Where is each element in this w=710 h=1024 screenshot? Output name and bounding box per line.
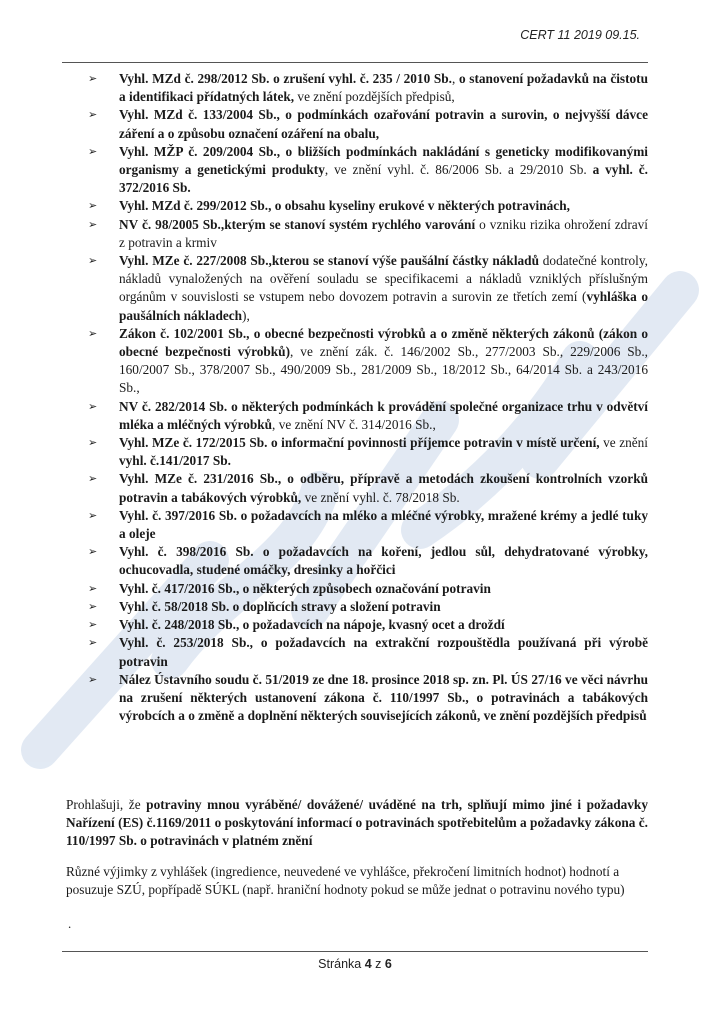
regulation-detail: ve znění vyhl. č. 78/2018 Sb. [301,489,460,505]
regulation-item [88,543,648,579]
page-total: 6 [384,957,392,971]
regulation-title: Vyhl. MZe č. 231/2016 Sb., o odběru, přípravě a metodách zkoušení kontrolních vzorků potravin a tabákových výrobků, [119,471,648,505]
regulation-item [88,197,648,215]
arrow-bullet-icon: ➢ [88,672,98,686]
footer-divider [62,951,648,952]
arrow-bullet-icon: ➢ [88,254,98,268]
regulation-title: Vyhl. MZd č. 299/2012 Sb., o obsahu kyseliny erukové v některých potravinách, [119,198,570,214]
regulation-detail: ve znění [599,435,648,451]
regulation-title-cont: vyhláška o paušálních nákladech [119,289,648,323]
arrow-bullet-icon: ➢ [88,108,98,122]
arrow-bullet-icon: ➢ [88,618,98,632]
document-reference: CERT 11 2019 09.15. [520,28,640,42]
arrow-bullet-icon: ➢ [88,199,98,213]
regulation-item [88,598,648,616]
arrow-bullet-icon: ➢ [88,326,98,340]
page-prefix: Stránka [318,957,365,971]
regulation-detail: , ve znění vyhl. č. 86/2006 Sb. a 29/2010 Sb. [324,162,593,178]
regulation-title: Vyhl. č. 253/2018 Sb., o požadavcích na extrakční rozpouštědla používaná při výrobě potravin [119,635,648,669]
regulation-item [88,70,648,106]
declaration-bold-text: potraviny mnou vyráběné/ dovážené/ uváděné na trh, splňují mimo jiné i požadavky Nařízení (ES) č.1169/2011 o poskytování informací o potravinách spotřebitelům a požadavky zákona č. 110/1997 Sb. o potravinách v platném znění [66,797,648,849]
regulations-list [88,70,648,725]
arrow-bullet-icon: ➢ [88,599,98,613]
page-current: 4 [364,957,372,971]
regulation-title: Vyhl. č. 417/2016 Sb., o některých způsobech označování potravin [119,580,491,596]
regulation-item [88,143,648,198]
arrow-bullet-icon: ➢ [88,436,98,450]
regulation-title: Vyhl. MZe č. 172/2015 Sb. o informační povinnosti příjemce potravin v místě určení, [119,435,600,451]
regulation-item [88,580,648,598]
regulation-detail: , ve znění zák. č. 146/2002 Sb., 277/2003 Sb., 229/2006 Sb., 160/2007 Sb., 378/2007 Sb., 490/2009 Sb., 281/2009 Sb., 18/2012 Sb., 64/2014 Sb. a 243/2016 Sb., [119,344,648,396]
exceptions-note: Různé výjimky z vyhlášek (ingredience, neuvedené ve vyhlášce, překročení limitních hodnot) hodnotí a posuzuje SZÚ, popřípadě SÚKL (např. hraniční hodnoty pokud se může jednat o potravinu nového typu) [66,864,625,898]
regulation-title: Nález Ústavního soudu č. 51/2019 ze dne 18. prosince 2018 sp. zn. Pl. ÚS 27/16 ve věci návrhu na zrušení některých ustanovení zákona č. 110/1997 Sb., o potravinách a tabákových výrobcích a o změně a doplnění některých souvisejících zákonů, ve znění pozdějších předpisů [119,671,648,724]
regulation-title: Vyhl. MZd č. 133/2004 Sb., o podmínkách ozařování potravin a surovin, o nejvyšší dávce záření a o způsobu označení ozáření na obalu, [119,107,648,141]
regulation-detail: , ve znění NV č. 314/2016 Sb., [272,416,436,432]
regulation-detail: dodatečné kontroly, nákladů vynaložených na ověření souladu se specifikacemi a nákladů vzniklých příslušným orgánům v souvislosti se vstupem nebo dovozem potravin a surovin ze třetích zemí ( [119,253,648,305]
arrow-bullet-icon: ➢ [88,472,98,486]
regulation-item [88,616,648,634]
regulation-title: Vyhl. č. 58/2018 Sb. o doplňcích stravy a složení potravin [119,598,441,614]
regulation-detail-cont: ), [242,307,250,323]
regulation-title-cont: a vyhl. č. 372/2016 Sb. [119,162,648,196]
declaration-paragraph [66,796,648,851]
regulation-item [88,216,648,252]
regulation-item [88,634,648,670]
page-number [0,957,710,971]
arrow-bullet-icon: ➢ [88,399,98,413]
declaration-intro: Prohlašuji, že [66,797,147,812]
arrow-bullet-icon: ➢ [88,545,98,559]
regulation-title: Vyhl. MŽP č. 209/2004 Sb., o bližších podmínkách nakládání s geneticky modifikovanými organismy a genetickými produkty [119,143,648,178]
arrow-bullet-icon: ➢ [88,636,98,650]
arrow-bullet-icon: ➢ [88,144,98,158]
regulation-title: Vyhl. č. 397/2016 Sb. o požadavcích na mléko a mléčné výrobky, mražené krémy a jedlé tuky a oleje [119,507,648,542]
regulation-item [88,434,648,470]
regulation-title: Vyhl. MZe č. 227/2008 Sb.,kterou se stanoví výše paušální částky nákladů [119,253,539,269]
arrow-bullet-icon: ➢ [88,508,98,522]
arrow-bullet-icon: ➢ [88,72,98,85]
regulation-detail: o vzniku rizika ohrožení zdraví z potravin a krmiv [119,216,648,250]
regulation-item [88,671,648,726]
regulation-item [88,252,648,325]
stray-mark: . [68,916,72,931]
regulation-title-cont: o stanovení požadavků na čistotu a identifikaci přídatných látek, [119,71,648,105]
regulation-title: Vyhl. č. 398/2016 Sb. o požadavcích na koření, jedlou sůl, dehydratované výrobky, ochucovadla, studené omáčky, dresinky a hořčici [119,544,648,578]
arrow-bullet-icon: ➢ [88,581,98,595]
page-separator: z [371,957,385,971]
regulation-title: Zákon č. 102/2001 Sb., o obecné bezpečnosti výrobků a o změně některých zákonů (zákon o obecné bezpečnosti výrobků) [119,325,648,360]
regulation-title: Vyhl. č. 248/2018 Sb., o požadavcích na nápoje, kvasný ocet a droždí [119,617,505,633]
regulation-title: NV č. 98/2005 Sb.,kterým se stanoví systém rychlého varování [119,216,476,232]
regulation-item [88,106,648,142]
regulation-title-cont: vyhl. č.141/2017 Sb. [119,453,231,469]
regulation-title: NV č. 282/2014 Sb. o některých podmínkách k provádění společné organizace trhu v odvětví mléka a mléčných výrobků [119,398,648,432]
arrow-bullet-icon: ➢ [88,217,98,231]
regulation-detail-cont: ve znění pozdějších předpisů, [294,89,455,105]
regulation-item [88,325,648,398]
regulation-item [88,398,648,434]
regulation-item [88,470,648,506]
regulation-item [88,507,648,543]
header-divider [62,62,648,63]
regulation-title: Vyhl. MZd č. 298/2012 Sb. o zrušení vyhl. č. 235 / 2010 Sb. [119,71,453,86]
regulation-detail: , [452,71,459,86]
